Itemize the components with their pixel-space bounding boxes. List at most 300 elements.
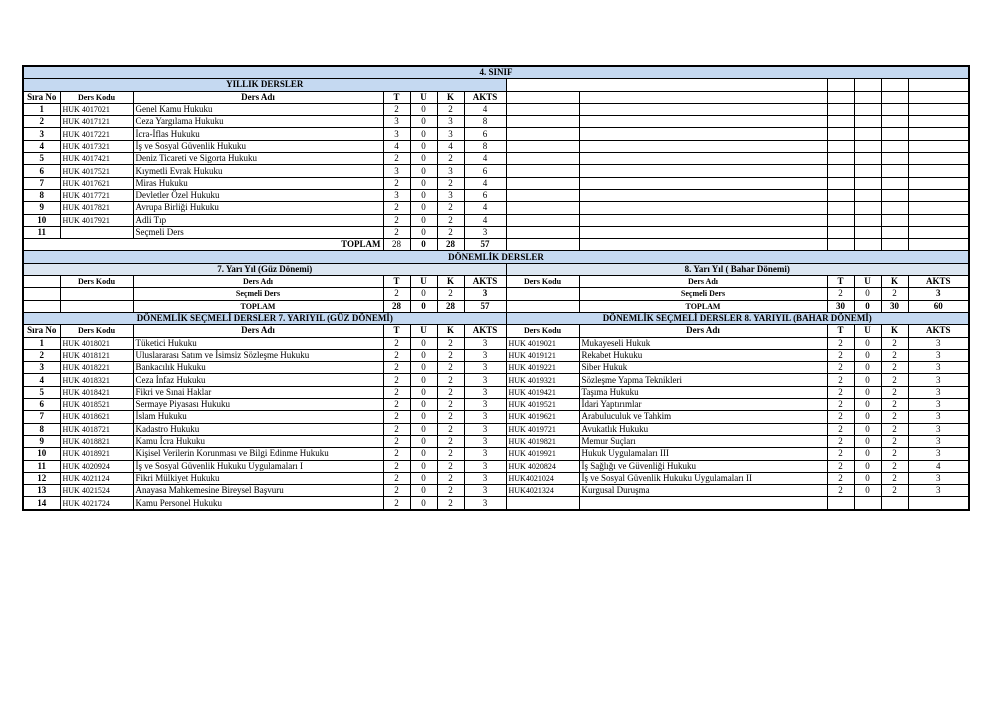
course-code bbox=[60, 226, 133, 238]
spring-course-name: İdari Yaptırımlar bbox=[579, 399, 827, 411]
header-k: K bbox=[437, 91, 464, 103]
empty-cell bbox=[908, 165, 969, 177]
empty-cell bbox=[827, 153, 854, 165]
semester-title-row bbox=[23, 251, 969, 263]
spring-total-t: 30 bbox=[827, 300, 854, 312]
annual-course-row bbox=[23, 103, 969, 115]
header-akts: AKTS bbox=[464, 91, 506, 103]
spring-course-value: 2 bbox=[827, 472, 854, 484]
course-value: 3 bbox=[437, 116, 464, 128]
course-value: 3 bbox=[383, 128, 410, 140]
empty-cell bbox=[579, 214, 827, 226]
course-value: 2 bbox=[437, 153, 464, 165]
spring-course-name: Sözleşme Yapma Teknikleri bbox=[579, 374, 827, 386]
row-number: 13 bbox=[23, 485, 60, 497]
spring-course-code: HUK 4019521 bbox=[506, 399, 579, 411]
course-code: HUK 4017221 bbox=[60, 128, 133, 140]
spring-course-name: Hukuk Uygulamaları III bbox=[579, 448, 827, 460]
course-name: Genel Kamu Hukuku bbox=[133, 103, 383, 115]
empty-cell bbox=[854, 103, 881, 115]
spring-course-value: 3 bbox=[908, 472, 969, 484]
fall-course-code: HUK 4021524 bbox=[60, 485, 133, 497]
empty-cell bbox=[908, 189, 969, 201]
course-name: Adli Tıp bbox=[133, 214, 383, 226]
fall-course-code: HUK 4018421 bbox=[60, 386, 133, 398]
fall-header-akts: AKTS bbox=[464, 276, 506, 288]
empty-cell bbox=[579, 128, 827, 140]
empty-cell bbox=[506, 239, 579, 251]
fall-course-value: 0 bbox=[410, 374, 437, 386]
spring-course-value: 2 bbox=[827, 411, 854, 423]
empty-cell bbox=[881, 239, 908, 251]
header-kod: Ders Kodu bbox=[60, 91, 133, 103]
fall-course-value: 0 bbox=[410, 411, 437, 423]
course-value: 0 bbox=[410, 103, 437, 115]
spring-course-name: Taşıma Hukuku bbox=[579, 386, 827, 398]
empty-cell bbox=[908, 226, 969, 238]
empty-cell bbox=[881, 91, 908, 103]
spring-course-value: 0 bbox=[854, 374, 881, 386]
spring-course-value: 3 bbox=[908, 485, 969, 497]
fall-course-value: 0 bbox=[410, 423, 437, 435]
course-code: HUK 4017321 bbox=[60, 140, 133, 152]
elective-course-row bbox=[23, 362, 969, 374]
spring-course-value: 2 bbox=[827, 362, 854, 374]
empty-cell bbox=[908, 116, 969, 128]
annual-title: YILLIK DERSLER bbox=[23, 79, 506, 91]
fall-course-value: 0 bbox=[410, 349, 437, 361]
elective-course-row bbox=[23, 435, 969, 447]
row-number: 4 bbox=[23, 140, 60, 152]
spring-header-k: K bbox=[881, 276, 908, 288]
course-value: 6 bbox=[464, 189, 506, 201]
course-value: 4 bbox=[464, 177, 506, 189]
row-number: 4 bbox=[23, 374, 60, 386]
empty-cell bbox=[827, 177, 854, 189]
spring-course-value: 2 bbox=[881, 435, 908, 447]
annual-course-row bbox=[23, 128, 969, 140]
fall-course-value: 0 bbox=[410, 497, 437, 510]
empty-cell bbox=[506, 153, 579, 165]
course-name: Devletler Özel Hukuku bbox=[133, 189, 383, 201]
spring-course-value: 2 bbox=[827, 460, 854, 472]
total-t: 28 bbox=[383, 239, 410, 251]
course-code: HUK 4017521 bbox=[60, 165, 133, 177]
spring-course-code: HUK 4019621 bbox=[506, 411, 579, 423]
spring-course-code: HUK 4020824 bbox=[506, 460, 579, 472]
fall-t: 2 bbox=[383, 288, 410, 300]
fall-course-code: HUK 4018921 bbox=[60, 448, 133, 460]
course-value: 4 bbox=[464, 153, 506, 165]
fall-course-value: 2 bbox=[437, 448, 464, 460]
empty-cell bbox=[908, 103, 969, 115]
spring-course-name: Avukatlık Hukuku bbox=[579, 423, 827, 435]
empty-cell bbox=[579, 226, 827, 238]
course-code: HUK 4017721 bbox=[60, 189, 133, 201]
fall-code-header: Ders Kodu bbox=[60, 276, 133, 288]
row-number: 8 bbox=[23, 423, 60, 435]
elective-course-row bbox=[23, 497, 969, 510]
row-number: 7 bbox=[23, 411, 60, 423]
empty-cell bbox=[23, 300, 60, 312]
course-value: 4 bbox=[464, 103, 506, 115]
fall-course-name: Bankacılık Hukuku bbox=[133, 362, 383, 374]
empty-cell bbox=[579, 177, 827, 189]
empty-cell bbox=[579, 239, 827, 251]
fall-course-code: HUK 4018521 bbox=[60, 399, 133, 411]
spring-course-value: 2 bbox=[827, 386, 854, 398]
elective-course-row bbox=[23, 349, 969, 361]
spring-course-code: HUK 4019721 bbox=[506, 423, 579, 435]
empty-cell bbox=[506, 128, 579, 140]
spring-course-code: HUK4021024 bbox=[506, 472, 579, 484]
empty-cell bbox=[881, 128, 908, 140]
elective-course-row bbox=[23, 374, 969, 386]
fall-course-value: 3 bbox=[464, 386, 506, 398]
fall-course-code: HUK 4021724 bbox=[60, 497, 133, 510]
fall-course-value: 2 bbox=[437, 435, 464, 447]
empty-cell bbox=[881, 103, 908, 115]
empty-cell bbox=[854, 177, 881, 189]
fall-course-value: 2 bbox=[383, 435, 410, 447]
spring-course-value: 2 bbox=[881, 399, 908, 411]
course-value: 0 bbox=[410, 116, 437, 128]
fall-course-value: 2 bbox=[383, 337, 410, 349]
spring-header-u: U bbox=[854, 276, 881, 288]
empty-cell bbox=[827, 140, 854, 152]
spring-course-value: 2 bbox=[827, 485, 854, 497]
spring-header-k: K bbox=[881, 325, 908, 337]
spring-header-ad: Ders Adı bbox=[579, 325, 827, 337]
course-code: HUK 4017021 bbox=[60, 103, 133, 115]
fall-course-value: 3 bbox=[464, 411, 506, 423]
fall-course-value: 2 bbox=[383, 411, 410, 423]
empty-cell bbox=[908, 177, 969, 189]
fall-course-value: 3 bbox=[464, 460, 506, 472]
empty-cell bbox=[827, 226, 854, 238]
empty-cell bbox=[579, 140, 827, 152]
empty-cell bbox=[908, 140, 969, 152]
empty-cell bbox=[908, 202, 969, 214]
empty-cell bbox=[506, 300, 579, 312]
fall-course-value: 2 bbox=[383, 399, 410, 411]
spring-course-value: 2 bbox=[827, 349, 854, 361]
fall-header-kod: Ders Kodu bbox=[60, 325, 133, 337]
row-number: 6 bbox=[23, 399, 60, 411]
spring-course-name bbox=[579, 497, 827, 510]
empty-cell bbox=[506, 165, 579, 177]
empty-cell bbox=[506, 214, 579, 226]
spring-title: 8. Yarı Yıl ( Bahar Dönemi) bbox=[506, 263, 969, 275]
course-name: Ceza Yargılama Hukuku bbox=[133, 116, 383, 128]
course-name: Seçmeli Ders bbox=[133, 226, 383, 238]
empty-cell bbox=[854, 91, 881, 103]
empty-cell bbox=[827, 128, 854, 140]
empty-cell bbox=[506, 189, 579, 201]
course-code: HUK 4017621 bbox=[60, 177, 133, 189]
fall-course-code: HUK 4018121 bbox=[60, 349, 133, 361]
fall-course-value: 2 bbox=[383, 472, 410, 484]
fall-course-value: 3 bbox=[464, 349, 506, 361]
fall-course-value: 2 bbox=[383, 423, 410, 435]
fall-course-value: 2 bbox=[383, 497, 410, 510]
fall-course-code: HUK 4018721 bbox=[60, 423, 133, 435]
fall-course-value: 3 bbox=[464, 337, 506, 349]
empty-cell bbox=[506, 202, 579, 214]
empty-cell bbox=[881, 226, 908, 238]
empty-cell bbox=[506, 288, 579, 300]
fall-course-name: İş ve Sosyal Güvenlik Hukuku Uygulamaları I bbox=[133, 460, 383, 472]
fall-course-value: 2 bbox=[383, 485, 410, 497]
empty-cell bbox=[908, 239, 969, 251]
total-akts: 57 bbox=[464, 239, 506, 251]
empty-cell bbox=[506, 116, 579, 128]
elective-course-row bbox=[23, 448, 969, 460]
empty-cell bbox=[60, 300, 133, 312]
course-code: HUK 4017121 bbox=[60, 116, 133, 128]
course-value: 2 bbox=[383, 177, 410, 189]
fall-course-value: 2 bbox=[437, 497, 464, 510]
spring-course-value: 0 bbox=[854, 435, 881, 447]
fall-course-value: 0 bbox=[410, 362, 437, 374]
row-number: 5 bbox=[23, 386, 60, 398]
annual-title-row bbox=[23, 79, 969, 91]
spring-header-t: T bbox=[827, 325, 854, 337]
spring-course-value: 2 bbox=[881, 349, 908, 361]
fall-course-value: 2 bbox=[437, 349, 464, 361]
row-number: 10 bbox=[23, 214, 60, 226]
fall-course-value: 2 bbox=[437, 411, 464, 423]
spring-course-name: Siber Hukuk bbox=[579, 362, 827, 374]
empty-cell bbox=[854, 202, 881, 214]
empty-cell bbox=[881, 116, 908, 128]
fall-course-name: Kişisel Verilerin Korunması ve Bilgi Edinme Hukuku bbox=[133, 448, 383, 460]
course-value: 0 bbox=[410, 177, 437, 189]
spring-course-value: 2 bbox=[881, 460, 908, 472]
spring-course-value: 2 bbox=[827, 448, 854, 460]
course-name: İcra-İflas Hukuku bbox=[133, 128, 383, 140]
course-value: 0 bbox=[410, 202, 437, 214]
empty-cell bbox=[506, 177, 579, 189]
empty-cell bbox=[881, 214, 908, 226]
fall-course-name: Kamu Personel Hukuku bbox=[133, 497, 383, 510]
course-value: 2 bbox=[383, 202, 410, 214]
course-value: 0 bbox=[410, 153, 437, 165]
course-value: 6 bbox=[464, 165, 506, 177]
annual-header-row bbox=[23, 91, 969, 103]
course-code: HUK 4017821 bbox=[60, 202, 133, 214]
course-value: 3 bbox=[383, 189, 410, 201]
course-name: Miras Hukuku bbox=[133, 177, 383, 189]
fall-header-t: T bbox=[383, 276, 410, 288]
empty-cell bbox=[854, 214, 881, 226]
course-value: 4 bbox=[464, 202, 506, 214]
empty-cell bbox=[881, 153, 908, 165]
spring-course-value bbox=[854, 497, 881, 510]
elective-course-row bbox=[23, 411, 969, 423]
fall-course-value: 3 bbox=[464, 485, 506, 497]
spring-course-name: Mukayeseli Hukuk bbox=[579, 337, 827, 349]
annual-course-row bbox=[23, 214, 969, 226]
fall-course-name: Fikri ve Sınai Haklar bbox=[133, 386, 383, 398]
fall-course-value: 3 bbox=[464, 497, 506, 510]
empty-cell bbox=[908, 91, 969, 103]
semester-header-row bbox=[23, 276, 969, 288]
fall-course-value: 2 bbox=[383, 460, 410, 472]
fall-header-sira: Sıra No bbox=[23, 325, 60, 337]
row-number: 10 bbox=[23, 448, 60, 460]
electives-spring-title: DÖNEMLİK SEÇMELİ DERSLER 8. YARIYIL (BAHAR DÖNEMİ) bbox=[506, 312, 969, 324]
fall-header-u: U bbox=[410, 276, 437, 288]
fall-course-code: HUK 4018821 bbox=[60, 435, 133, 447]
fall-course-code: HUK 4021124 bbox=[60, 472, 133, 484]
spring-course-value: 3 bbox=[908, 374, 969, 386]
spring-course-value: 2 bbox=[881, 386, 908, 398]
spring-akts: 3 bbox=[908, 288, 969, 300]
row-number: 14 bbox=[23, 497, 60, 510]
fall-course-name: Tüketici Hukuku bbox=[133, 337, 383, 349]
empty-cell bbox=[881, 202, 908, 214]
annual-course-row bbox=[23, 116, 969, 128]
course-value: 3 bbox=[437, 165, 464, 177]
fall-course-value: 2 bbox=[437, 460, 464, 472]
spring-course-value: 3 bbox=[908, 423, 969, 435]
spring-course-value: 3 bbox=[908, 349, 969, 361]
spring-course-value: 2 bbox=[881, 362, 908, 374]
electives-title-row bbox=[23, 312, 969, 324]
empty-cell bbox=[854, 128, 881, 140]
class-title: 4. SINIF bbox=[23, 66, 969, 79]
fall-course-name: Sermaye Piyasası Hukuku bbox=[133, 399, 383, 411]
empty-cell bbox=[854, 79, 881, 91]
elective-course-row bbox=[23, 399, 969, 411]
elective-course-row bbox=[23, 386, 969, 398]
course-name: İş ve Sosyal Güvenlik Hukuku bbox=[133, 140, 383, 152]
spring-course-name: İş Sağlığı ve Güvenliği Hukuku bbox=[579, 460, 827, 472]
spring-course-value: 2 bbox=[827, 374, 854, 386]
total-k: 28 bbox=[437, 239, 464, 251]
course-value: 0 bbox=[410, 226, 437, 238]
empty-cell bbox=[908, 128, 969, 140]
header-u: U bbox=[410, 91, 437, 103]
spring-course-value: 3 bbox=[908, 448, 969, 460]
course-value: 2 bbox=[383, 153, 410, 165]
course-value: 4 bbox=[383, 140, 410, 152]
spring-course-code: HUK 4019121 bbox=[506, 349, 579, 361]
empty-cell bbox=[854, 239, 881, 251]
semester-subtitle-row bbox=[23, 263, 969, 275]
spring-course-value: 0 bbox=[854, 448, 881, 460]
fall-course-value: 2 bbox=[437, 399, 464, 411]
total-u: 0 bbox=[410, 239, 437, 251]
fall-akts: 3 bbox=[464, 288, 506, 300]
empty-cell bbox=[579, 103, 827, 115]
empty-cell bbox=[881, 79, 908, 91]
spring-course-name: Rekabet Hukuku bbox=[579, 349, 827, 361]
spring-course-name: İş ve Sosyal Güvenlik Hukuku Uygulamaları II bbox=[579, 472, 827, 484]
fall-header-k: K bbox=[437, 325, 464, 337]
course-value: 2 bbox=[437, 226, 464, 238]
fall-header-u: U bbox=[410, 325, 437, 337]
header-sira: Sıra No bbox=[23, 91, 60, 103]
electives-fall-title: DÖNEMLİK SEÇMELİ DERSLER 7. YARIYIL (GÜZ DÖNEMİ) bbox=[23, 312, 506, 324]
spring-course-value: 3 bbox=[908, 411, 969, 423]
empty-cell bbox=[579, 153, 827, 165]
fall-course-name: Ceza İnfaz Hukuku bbox=[133, 374, 383, 386]
course-value: 3 bbox=[437, 128, 464, 140]
empty-cell bbox=[579, 202, 827, 214]
empty-cell bbox=[908, 153, 969, 165]
empty-cell bbox=[827, 202, 854, 214]
spring-course-code bbox=[506, 497, 579, 510]
spring-course-code: HUK 4019021 bbox=[506, 337, 579, 349]
spring-course-name: Kurgusal Duruşma bbox=[579, 485, 827, 497]
fall-header-ad: Ders Adı bbox=[133, 325, 383, 337]
spring-course-value: 2 bbox=[827, 423, 854, 435]
semester-title: DÖNEMLİK DERSLER bbox=[23, 251, 969, 263]
empty-cell bbox=[827, 165, 854, 177]
title-row bbox=[23, 66, 969, 79]
curriculum-table bbox=[22, 65, 970, 511]
row-number: 2 bbox=[23, 349, 60, 361]
fall-header-akts: AKTS bbox=[464, 325, 506, 337]
fall-course-value: 2 bbox=[383, 448, 410, 460]
empty-cell bbox=[881, 140, 908, 152]
annual-course-row bbox=[23, 202, 969, 214]
empty-cell bbox=[60, 288, 133, 300]
empty-cell bbox=[854, 153, 881, 165]
fall-total-u: 0 bbox=[410, 300, 437, 312]
fall-total-label: TOPLAM bbox=[133, 300, 383, 312]
course-value: 2 bbox=[437, 202, 464, 214]
spring-course-value: 4 bbox=[908, 460, 969, 472]
course-value: 0 bbox=[410, 214, 437, 226]
spring-course-value: 2 bbox=[827, 435, 854, 447]
row-number: 9 bbox=[23, 202, 60, 214]
spring-course-value: 2 bbox=[881, 472, 908, 484]
annual-course-row bbox=[23, 226, 969, 238]
row-number: 12 bbox=[23, 472, 60, 484]
spring-course-value: 0 bbox=[854, 362, 881, 374]
fall-course-value: 2 bbox=[437, 362, 464, 374]
fall-course-value: 3 bbox=[464, 472, 506, 484]
spring-k: 2 bbox=[881, 288, 908, 300]
spring-course-value: 0 bbox=[854, 337, 881, 349]
empty-cell bbox=[579, 189, 827, 201]
fall-course-name: Uluslararası Satım ve İsimsiz Sözleşme Hukuku bbox=[133, 349, 383, 361]
empty-cell bbox=[827, 103, 854, 115]
empty-cell bbox=[881, 165, 908, 177]
fall-course-value: 2 bbox=[437, 472, 464, 484]
fall-course-value: 2 bbox=[437, 374, 464, 386]
row-number: 6 bbox=[23, 165, 60, 177]
empty-cell bbox=[827, 91, 854, 103]
course-value: 2 bbox=[437, 103, 464, 115]
semester-total-row bbox=[23, 300, 969, 312]
course-value: 3 bbox=[464, 226, 506, 238]
spring-course-value: 3 bbox=[908, 362, 969, 374]
course-value: 3 bbox=[383, 165, 410, 177]
annual-course-row bbox=[23, 153, 969, 165]
empty-cell bbox=[23, 288, 60, 300]
fall-total-k: 28 bbox=[437, 300, 464, 312]
annual-course-row bbox=[23, 165, 969, 177]
table-body bbox=[23, 66, 969, 510]
spring-course-value bbox=[908, 497, 969, 510]
spring-course-value: 3 bbox=[908, 386, 969, 398]
spring-course-value: 3 bbox=[908, 337, 969, 349]
fall-course-name: Kadastro Hukuku bbox=[133, 423, 383, 435]
